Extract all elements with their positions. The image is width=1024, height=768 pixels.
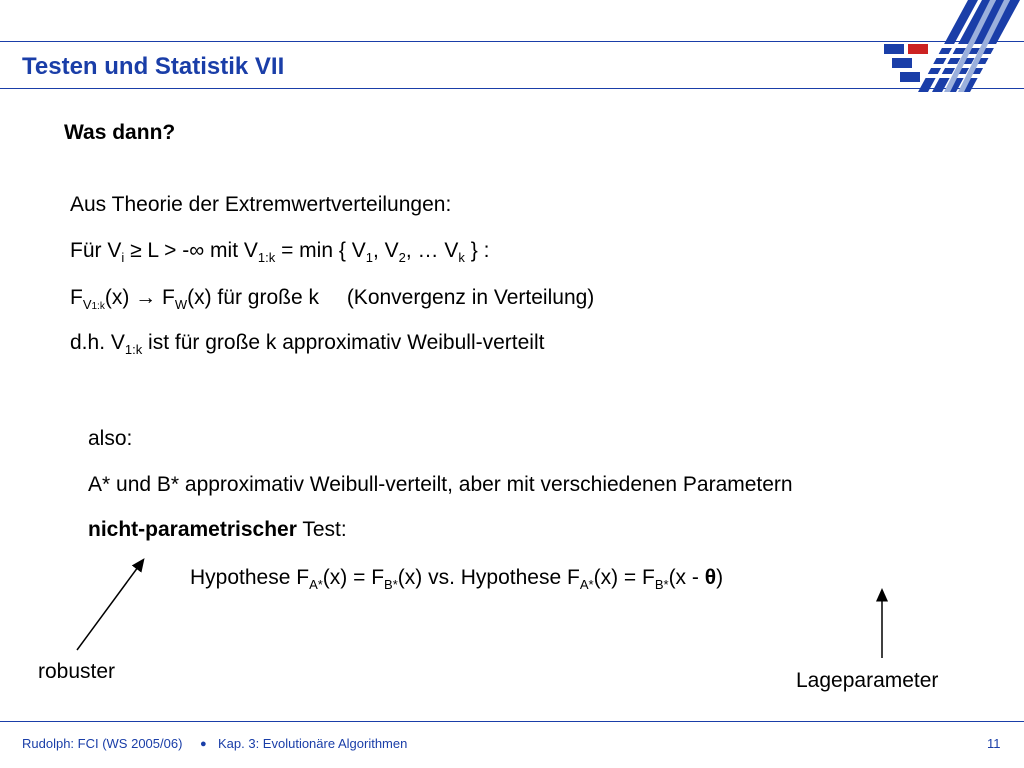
- section-heading: Was dann?: [64, 121, 176, 144]
- conclusion-line-2: A* und B* approximativ Weibull-verteilt, aber mit verschiedenen Parametern: [88, 473, 793, 496]
- footer-chapter: Kap. 3: Evolutionäre Algorithmen: [218, 736, 408, 751]
- conclusion-also: also:: [88, 427, 133, 450]
- hypothesis-line: Hypothese $F_{A*}(x) = F_{B*}(x)$ vs. Hypothese $F_{A*}(x) = F_{B*}(x - \theta)$: [190, 566, 724, 592]
- page-number: 11: [987, 736, 1001, 751]
- theory-line-2: Für $V_i \ge L$ > -∞ mit $V_{1:k} = \min$ { $V_1$, $V_2$, … $V_k$ } :: [70, 239, 490, 265]
- theory-line-4: d.h. $V_{1:k}$ ist für große k approximativ Weibull-verteilt: [70, 331, 545, 357]
- footer-bullet: ●: [200, 738, 207, 750]
- convergence-note: (Konvergenz in Verteilung): [346, 286, 595, 309]
- theory-line-3: $F_{V1:k}(x) \to F_W(x)$ für große k (Konvergenz in Verteilung): [70, 286, 595, 312]
- slide-title: Testen und Statistik VII: [22, 53, 285, 80]
- footer-author: Rudolph: FCI (WS 2005/06): [22, 736, 183, 751]
- robuster-label: robuster: [38, 660, 116, 683]
- robuster-arrow: [77, 563, 141, 650]
- footer-rule: [0, 721, 1024, 722]
- lageparameter-label: Lageparameter: [796, 669, 939, 692]
- conclusion-test-line: nicht-parametrischer Test:: [88, 518, 347, 541]
- theory-line-1: Aus Theorie der Extremwertverteilungen:: [70, 193, 452, 216]
